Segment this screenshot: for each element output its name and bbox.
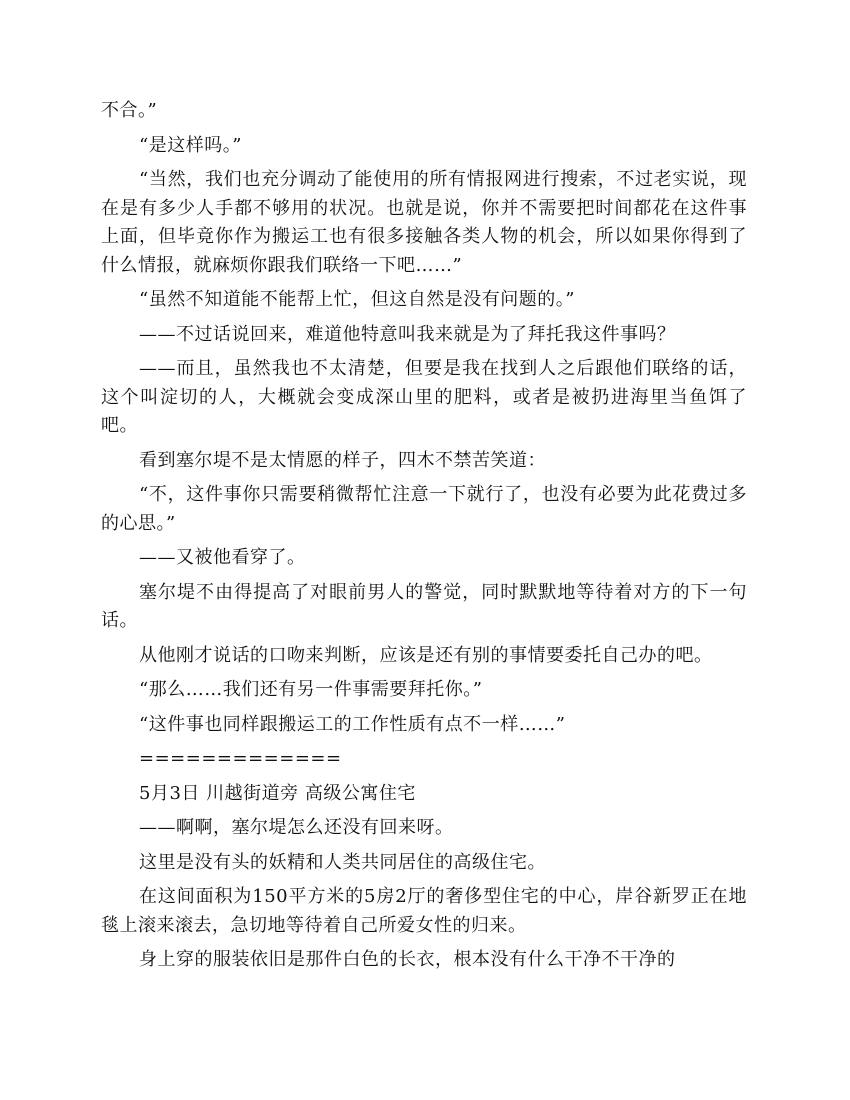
paragraph-9: ——又被他看穿了。 [139, 547, 306, 568]
scene-heading: 5月3日 川越街道旁 高级公寓住宅 [139, 782, 416, 804]
paragraph-16: ——啊啊，塞尔堤怎么还没有回来呀。 [139, 817, 454, 838]
paragraph-8: “不，这件事你只需要稍微帮忙注意一下就行了，也没有必要为此花费过多的心思。” [101, 484, 747, 534]
paragraph-10: 塞尔堤不由得提高了对眼前男人的警觉，同时默默地等待着对方的下一句话。 [101, 581, 747, 631]
paragraph-7: 看到塞尔堤不是太情愿的样子，四木不禁苦笑道： [139, 449, 546, 471]
document-page [101, 97, 747, 981]
paragraph-12: “那么……我们还有另一件事需要拜托你。” [139, 679, 483, 700]
paragraph-11: 从他刚才说话的口吻来判断，应该是还有别的事情要委托自己办的吧。 [139, 644, 713, 666]
paragraph-17: 这里是没有头的妖精和人类共同居住的高级住宅。 [139, 851, 546, 873]
paragraph-6: ——而且，虽然我也不太清楚，但要是我在找到人之后跟他们联络的话，这个叫淀切的人，大概就会变成深山里的肥料，或者是被扔进海里当鱼饵了吧。 [101, 358, 747, 436]
paragraph-1: 不合。” [101, 100, 158, 121]
paragraph-3: “当然，我们也充分调动了能使用的所有情报网进行搜索，不过老实说，现在是有多少人手都不够用的状况。也就是说，你并不需要把时间都花在这件事上面，但毕竟你作为搬运工也有很多接触各类人物的机会，所以如果你得到了什么情报，就麻烦你跟我们联络一下吧……” [101, 169, 747, 276]
paragraph-5: ——不过话说回来，难道他特意叫我来就是为了拜托我这件事吗？ [139, 323, 676, 345]
paragraph-13: “这件事也同样跟搬运工的工作性质有点不一样……” [139, 713, 566, 735]
paragraph-18: 在这间面积为150平方米的5房2厅的奢侈型住宅的中心，岸谷新罗正在地毯上滚来滚去，急切地等待着自己所爱女性的归来。 [101, 886, 747, 936]
paragraph-19: 身上穿的服装依旧是那件白色的长衣，根本没有什么干净不干净的 [139, 949, 676, 970]
paragraph-4: “虽然不知道能不能帮上忙，但这自然是没有问题的。” [139, 289, 575, 310]
paragraph-2: “是这样吗。” [139, 134, 242, 156]
section-divider: ============= [139, 748, 342, 769]
